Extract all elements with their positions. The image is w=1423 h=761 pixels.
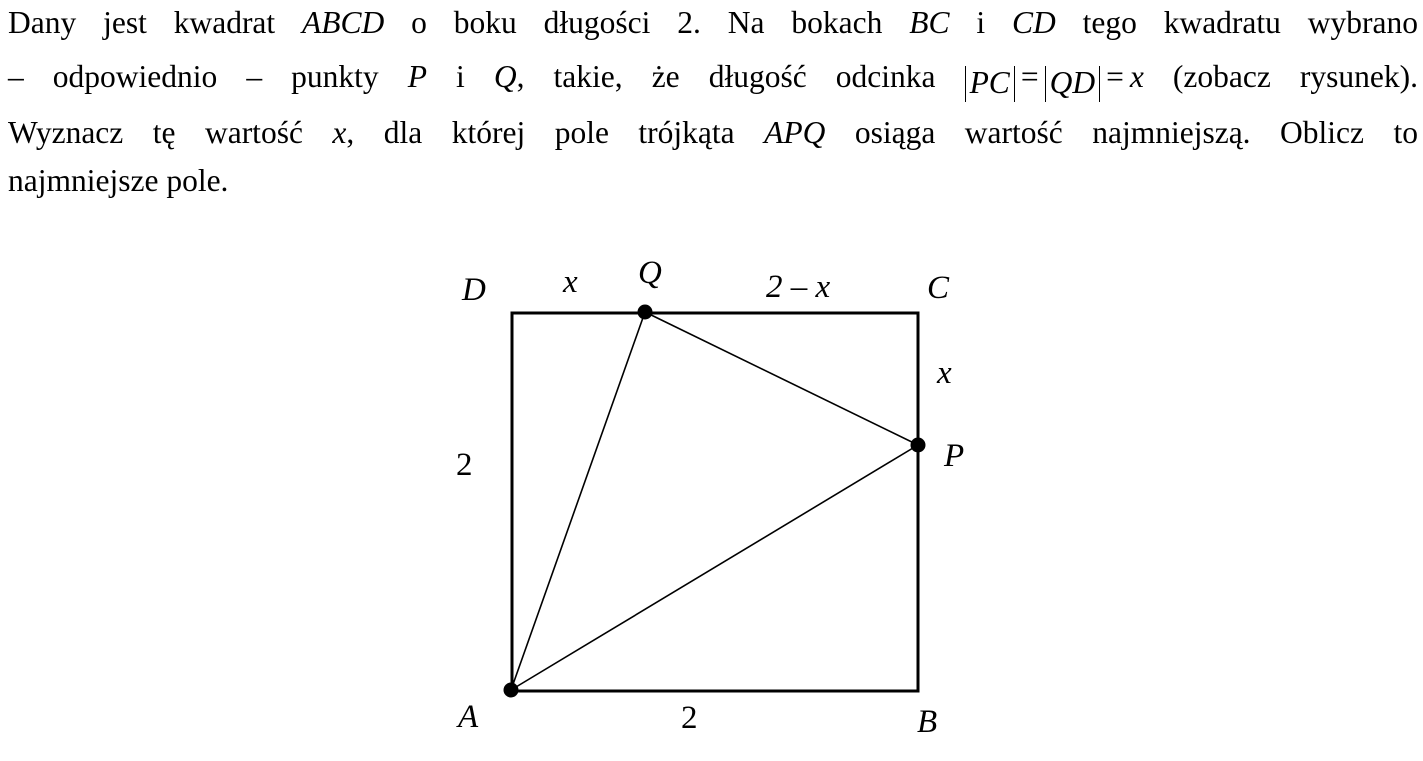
text-fragment: tego kwadratu wybrano [1055, 5, 1418, 40]
math-variable-x: x [332, 115, 347, 150]
segment-qp [645, 312, 918, 445]
math-equals: = [1020, 59, 1039, 94]
math-side-bc: BC [909, 5, 950, 40]
point-q-dot [638, 305, 653, 320]
math-segment-qd: QD [1049, 65, 1096, 100]
label-vertex-p: P [944, 438, 965, 474]
point-p-dot [911, 438, 926, 453]
label-vertex-q: Q [638, 255, 662, 291]
label-side-ad: 2 [456, 447, 473, 483]
label-segment-dq: x [563, 264, 578, 300]
segment-ap [511, 445, 918, 690]
text-fragment: – odpowiednio – punkty [8, 59, 408, 94]
text-fragment: o boku długości 2. Na bokach [384, 5, 910, 40]
label-side-ab: 2 [681, 700, 698, 736]
math-square-name: ABCD [302, 5, 385, 40]
text-fragment: najmniejsze pole. [8, 163, 229, 198]
text-fragment: , takie, że długość odcinka [516, 59, 965, 94]
point-a-dot [504, 683, 519, 698]
text-fragment: osiąga wartość najmniejszą. Oblicz to [825, 115, 1418, 150]
math-segment-pc: PC [969, 65, 1010, 100]
text-fragment: Wyznacz tę wartość [8, 115, 333, 150]
text-fragment: Dany jest kwadrat [8, 5, 303, 40]
math-equals: = [1106, 59, 1124, 94]
label-segment-qc: 2 – x [766, 269, 831, 305]
label-vertex-d: D [462, 272, 486, 308]
text-fragment: i [426, 59, 494, 94]
math-side-cd: CD [1011, 5, 1056, 40]
label-segment-cp: x [937, 355, 952, 391]
math-point-q: Q [493, 59, 517, 94]
math-variable-x: x [1129, 59, 1144, 94]
segment-aq [511, 312, 645, 690]
math-triangle-apq: APQ [764, 115, 826, 150]
label-vertex-a: A [458, 699, 479, 735]
text-fragment: i [949, 5, 1012, 40]
label-vertex-b: B [917, 704, 938, 740]
math-point-p: P [407, 59, 427, 94]
square-abcd [512, 313, 918, 691]
text-fragment: (zobacz rysunek). [1143, 59, 1418, 94]
text-fragment: , dla której pole trójkąta [346, 115, 765, 150]
label-vertex-c: C [927, 270, 950, 306]
